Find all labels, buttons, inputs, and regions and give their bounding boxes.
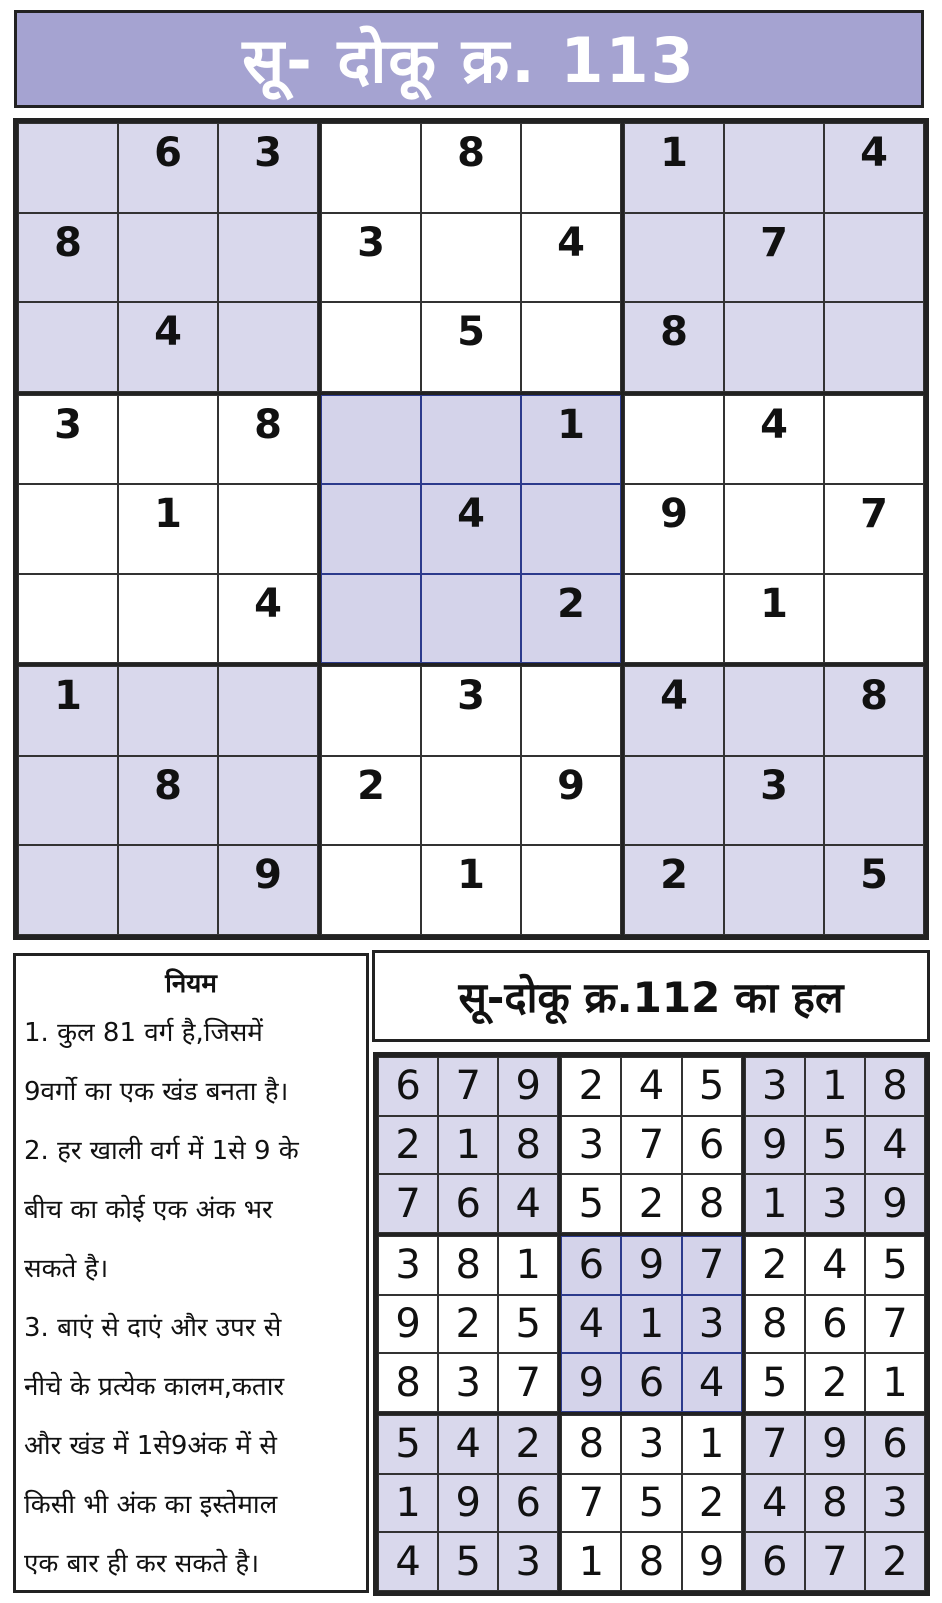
sudoku-cell: 4: [745, 1474, 805, 1533]
sudoku-cell: 4: [561, 1295, 621, 1354]
sudoku-cell: 8: [624, 302, 724, 392]
sudoku-cell[interactable]: [521, 484, 621, 574]
sudoku-cell: 7: [498, 1353, 558, 1412]
sudoku-cell: 6: [438, 1174, 498, 1233]
sudoku-cell: 8: [824, 666, 924, 756]
rule-line: सकते है।: [24, 1254, 109, 1284]
puzzle-title-banner: [14, 10, 924, 108]
sudoku-cell: 5: [865, 1236, 925, 1295]
sudoku-cell: 4: [724, 395, 824, 485]
rule-line: 3. बाएं से दाएं और उपर से: [24, 1313, 282, 1343]
sudoku-cell: 1: [498, 1236, 558, 1295]
sudoku-cell[interactable]: [18, 123, 118, 213]
sudoku-cell[interactable]: [18, 484, 118, 574]
sudoku-cell: 7: [561, 1474, 621, 1533]
sudoku-cell: 3: [421, 666, 521, 756]
sudoku-cell[interactable]: [724, 302, 824, 392]
sudoku-cell[interactable]: [824, 574, 924, 664]
sudoku-cell[interactable]: [118, 395, 218, 485]
sudoku-cell[interactable]: [521, 302, 621, 392]
sudoku-cell: 8: [378, 1353, 438, 1412]
sudoku-cell: 3: [745, 1057, 805, 1116]
sudoku-cell: 7: [824, 484, 924, 574]
sudoku-cell: 9: [378, 1295, 438, 1354]
sudoku-cell[interactable]: [724, 484, 824, 574]
sudoku-cell[interactable]: [218, 302, 318, 392]
rules-heading: नियम: [165, 969, 217, 999]
sudoku-cell: 7: [805, 1532, 865, 1591]
sudoku-cell: 5: [745, 1353, 805, 1412]
sudoku-cell: 3: [561, 1116, 621, 1175]
sudoku-cell: 2: [498, 1415, 558, 1474]
sudoku-cell: 6: [561, 1236, 621, 1295]
sudoku-cell[interactable]: [421, 213, 521, 303]
sudoku-cell: 3: [378, 1236, 438, 1295]
sudoku-cell: 6: [378, 1057, 438, 1116]
rule-line: एक बार ही कर सकते है।: [24, 1549, 260, 1579]
sudoku-cell: 1: [561, 1532, 621, 1591]
rule-line: नीचे के प्रत्येक कालम,कतार: [24, 1372, 285, 1402]
sudoku-cell: 8: [18, 213, 118, 303]
sudoku-cell: 2: [624, 845, 724, 935]
sudoku-cell[interactable]: [521, 123, 621, 213]
sudoku-cell: 9: [438, 1474, 498, 1533]
sudoku-cell[interactable]: [724, 845, 824, 935]
sudoku-cell: 6: [865, 1415, 925, 1474]
sudoku-cell[interactable]: [218, 484, 318, 574]
sudoku-cell: 9: [498, 1057, 558, 1116]
sudoku-cell: 8: [118, 756, 218, 846]
sudoku-cell[interactable]: [624, 574, 724, 664]
sudoku-cell: 7: [724, 213, 824, 303]
sudoku-cell: 3: [438, 1353, 498, 1412]
sudoku-cell: 9: [621, 1236, 681, 1295]
sudoku-cell[interactable]: [218, 756, 318, 846]
sudoku-cell: 1: [745, 1174, 805, 1233]
sudoku-cell: 9: [682, 1532, 742, 1591]
sudoku-cell: 1: [18, 666, 118, 756]
sudoku-cell[interactable]: [118, 666, 218, 756]
sudoku-cell: 5: [621, 1474, 681, 1533]
sudoku-cell: 9: [865, 1174, 925, 1233]
sudoku-cell[interactable]: [321, 395, 421, 485]
sudoku-cell[interactable]: [18, 845, 118, 935]
sudoku-cell: 4: [621, 1057, 681, 1116]
sudoku-cell[interactable]: [421, 756, 521, 846]
sudoku-cell[interactable]: [18, 574, 118, 664]
sudoku-cell: 1: [378, 1474, 438, 1533]
sudoku-cell: 4: [624, 666, 724, 756]
sudoku-cell: 4: [824, 123, 924, 213]
sudoku-cell: 4: [218, 574, 318, 664]
sudoku-cell: 3: [682, 1295, 742, 1354]
sudoku-cell: 9: [805, 1415, 865, 1474]
sudoku-cell[interactable]: [118, 213, 218, 303]
sudoku-cell: 2: [682, 1474, 742, 1533]
sudoku-cell: 1: [621, 1295, 681, 1354]
sudoku-cell[interactable]: [321, 574, 421, 664]
sudoku-cell: 9: [521, 756, 621, 846]
sudoku-cell[interactable]: [521, 845, 621, 935]
sudoku-cell[interactable]: [321, 302, 421, 392]
rule-line: और खंड में 1से9अंक में से: [24, 1431, 277, 1461]
sudoku-cell[interactable]: [218, 666, 318, 756]
sudoku-cell: 9: [745, 1116, 805, 1175]
sudoku-cell: 3: [865, 1474, 925, 1533]
sudoku-cell: 9: [561, 1353, 621, 1412]
sudoku-cell: 6: [498, 1474, 558, 1533]
sudoku-cell: 1: [865, 1353, 925, 1412]
sudoku-cell[interactable]: [321, 484, 421, 574]
sudoku-cell: 8: [438, 1236, 498, 1295]
sudoku-cell: 5: [682, 1057, 742, 1116]
sudoku-cell[interactable]: [824, 302, 924, 392]
sudoku-cell: 7: [682, 1236, 742, 1295]
sudoku-cell: 8: [621, 1532, 681, 1591]
sudoku-cell: 1: [421, 845, 521, 935]
sudoku-cell: 6: [118, 123, 218, 213]
sudoku-cell[interactable]: [18, 756, 118, 846]
sudoku-cell[interactable]: [724, 666, 824, 756]
sudoku-cell: 5: [378, 1415, 438, 1474]
sudoku-cell: 5: [805, 1116, 865, 1175]
sudoku-cell: 8: [498, 1116, 558, 1175]
sudoku-cell: 5: [421, 302, 521, 392]
sudoku-cell: 4: [682, 1353, 742, 1412]
sudoku-puzzle-grid: [13, 118, 929, 940]
sudoku-cell: 8: [682, 1174, 742, 1233]
sudoku-cell: 2: [865, 1532, 925, 1591]
sudoku-cell: 4: [378, 1532, 438, 1591]
rules-box: [13, 953, 369, 1593]
sudoku-cell: 2: [621, 1174, 681, 1233]
rule-line: 1. कुल 81 वर्ग है,जिसमें: [24, 1018, 263, 1048]
sudoku-cell: 2: [745, 1236, 805, 1295]
sudoku-cell[interactable]: [118, 574, 218, 664]
sudoku-cell: 5: [438, 1532, 498, 1591]
sudoku-cell: 2: [521, 574, 621, 664]
sudoku-cell[interactable]: [321, 845, 421, 935]
sudoku-cell: 5: [561, 1174, 621, 1233]
sudoku-cell[interactable]: [824, 756, 924, 846]
sudoku-cell: 6: [805, 1295, 865, 1354]
sudoku-cell: 4: [865, 1116, 925, 1175]
sudoku-cell: 1: [438, 1116, 498, 1175]
sudoku-cell: 1: [521, 395, 621, 485]
sudoku-cell: 1: [682, 1415, 742, 1474]
sudoku-cell[interactable]: [521, 666, 621, 756]
sudoku-cell: 7: [745, 1415, 805, 1474]
sudoku-cell: 3: [18, 395, 118, 485]
sudoku-cell: 3: [321, 213, 421, 303]
sudoku-cell: 3: [498, 1532, 558, 1591]
sudoku-cell: 7: [378, 1174, 438, 1233]
sudoku-cell: 8: [865, 1057, 925, 1116]
sudoku-cell: 1: [624, 123, 724, 213]
sudoku-cell: 8: [421, 123, 521, 213]
sudoku-cell: 1: [118, 484, 218, 574]
sudoku-cell: 4: [521, 213, 621, 303]
sudoku-cell: 3: [724, 756, 824, 846]
sudoku-cell: 4: [805, 1236, 865, 1295]
puzzle-title: सू- दोकू क्र. 113: [242, 24, 696, 97]
sudoku-cell: 9: [218, 845, 318, 935]
solution-title-box: [372, 950, 930, 1042]
sudoku-cell: 5: [824, 845, 924, 935]
sudoku-cell: 8: [745, 1295, 805, 1354]
solution-title: सू-दोकू क्र.112 का हल: [458, 972, 844, 1022]
sudoku-cell: 7: [438, 1057, 498, 1116]
sudoku-cell[interactable]: [624, 395, 724, 485]
sudoku-cell[interactable]: [824, 213, 924, 303]
sudoku-cell: 1: [724, 574, 824, 664]
sudoku-cell: 6: [621, 1353, 681, 1412]
sudoku-solution-grid: [373, 1052, 930, 1596]
sudoku-cell: 3: [218, 123, 318, 213]
sudoku-cell: 4: [421, 484, 521, 574]
sudoku-cell: 6: [682, 1116, 742, 1175]
sudoku-cell: 4: [118, 302, 218, 392]
sudoku-cell: 7: [621, 1116, 681, 1175]
sudoku-cell[interactable]: [624, 213, 724, 303]
sudoku-cell: 3: [621, 1415, 681, 1474]
sudoku-cell: 2: [321, 756, 421, 846]
sudoku-cell: 2: [438, 1295, 498, 1354]
sudoku-cell: 9: [624, 484, 724, 574]
sudoku-cell[interactable]: [421, 574, 521, 664]
sudoku-cell: 2: [378, 1116, 438, 1175]
sudoku-cell: 4: [498, 1174, 558, 1233]
rule-line: 9वर्गो का एक खंड बनता है।: [24, 1077, 289, 1107]
sudoku-cell: 2: [561, 1057, 621, 1116]
sudoku-cell: 3: [805, 1174, 865, 1233]
rule-line: किसी भी अंक का इस्तेमाल: [24, 1490, 278, 1520]
sudoku-cell[interactable]: [218, 213, 318, 303]
sudoku-cell[interactable]: [118, 845, 218, 935]
sudoku-cell: 8: [805, 1474, 865, 1533]
sudoku-cell[interactable]: [321, 666, 421, 756]
sudoku-cell[interactable]: [421, 395, 521, 485]
sudoku-cell: 8: [218, 395, 318, 485]
sudoku-cell[interactable]: [624, 756, 724, 846]
sudoku-cell[interactable]: [18, 302, 118, 392]
sudoku-cell: 8: [561, 1415, 621, 1474]
rule-line: 2. हर खाली वर्ग में 1से 9 के: [24, 1136, 299, 1166]
sudoku-cell[interactable]: [321, 123, 421, 213]
sudoku-cell: 5: [498, 1295, 558, 1354]
sudoku-cell: 7: [865, 1295, 925, 1354]
sudoku-cell: 2: [805, 1353, 865, 1412]
sudoku-cell: 6: [745, 1532, 805, 1591]
sudoku-cell[interactable]: [824, 395, 924, 485]
sudoku-cell: 1: [805, 1057, 865, 1116]
sudoku-cell[interactable]: [724, 123, 824, 213]
sudoku-cell: 4: [438, 1415, 498, 1474]
rule-line: बीच का कोई एक अंक भर: [24, 1195, 273, 1225]
